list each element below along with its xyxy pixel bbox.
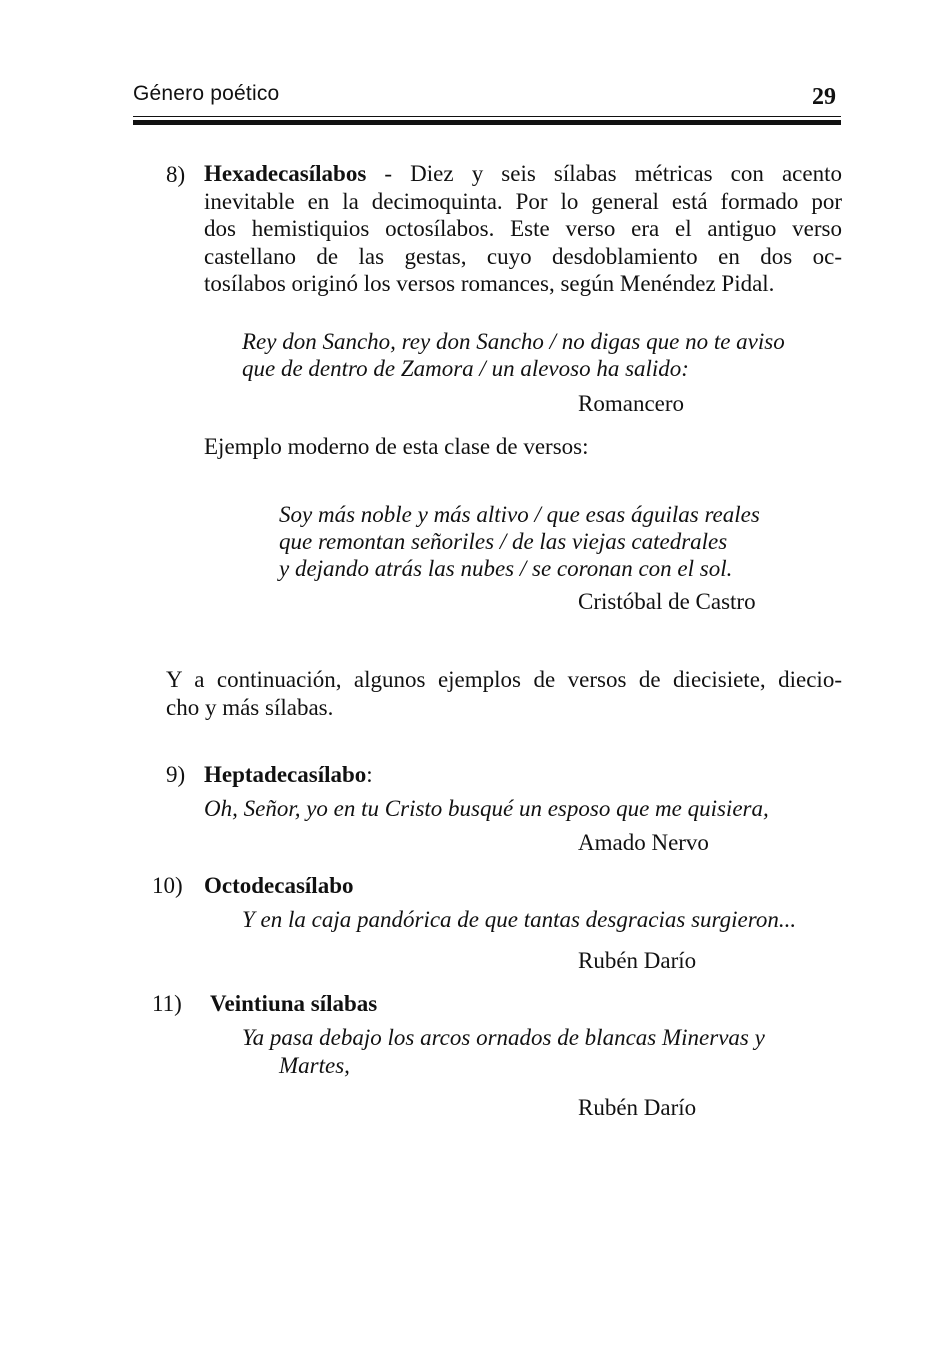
running-header-title: Género poético <box>133 82 280 105</box>
section-8-line-2: inevitable en la decimoquinta. Por lo general está formado por <box>204 188 842 214</box>
section-8-number: 8) <box>166 162 186 187</box>
quote-2-author: Cristóbal de Castro <box>578 589 756 614</box>
section-8-line-5: tosílabos originó los versos romances, según Menéndez Pidal. <box>204 271 775 296</box>
transition-paragraph <box>166 666 842 721</box>
section-8-line-1-text: - Diez y seis sílabas métricas con acento <box>366 161 842 186</box>
header-rule-thick <box>133 120 841 125</box>
section-9-term: Heptadecasílabo <box>204 762 367 787</box>
quote-2-line-3: y dejando atrás las nubes / se coronan con el sol. <box>279 556 733 581</box>
section-9-term-suffix: : <box>366 762 373 787</box>
section-10-author: Rubén Darío <box>578 948 697 973</box>
transition-line-1: Y a continuación, algunos ejemplos de versos de diecisiete, diecio- <box>166 667 842 692</box>
section-8-line-1 <box>204 160 842 188</box>
section-8-line-4: castellano de las gestas, cuyo desdoblamiento en dos oc- <box>204 243 842 269</box>
quote-2-line-1: Soy más noble y más altivo / que esas águilas reales <box>279 502 760 527</box>
quote-2-line-2: que remontan señoriles / de las viejas catedrales <box>279 529 728 554</box>
section-11-verse-line-1: Ya pasa debajo los arcos ornados de blancas Minervas y <box>242 1025 765 1050</box>
section-11-author: Rubén Darío <box>578 1095 697 1120</box>
quote-1-line-2: que de dentro de Zamora / un alevoso ha salido: <box>242 356 689 381</box>
section-11-verse-line-2: Martes, <box>279 1053 350 1078</box>
section-9-verse: Oh, Señor, yo en tu Cristo busqué un esposo que me quisiera, <box>204 796 769 821</box>
section-9-heading <box>204 761 373 788</box>
section-8-quote-2 <box>279 501 760 582</box>
section-8-term: Hexadecasílabos <box>204 161 367 186</box>
header-rule-thin <box>133 116 841 117</box>
section-10-term: Octodecasílabo <box>204 873 354 898</box>
section-11-term: Veintiuna sílabas <box>210 991 378 1016</box>
modern-example-intro: Ejemplo moderno de esta clase de versos: <box>204 434 589 459</box>
page-number: 29 <box>812 84 836 110</box>
section-9-author: Amado Nervo <box>578 830 709 855</box>
section-9-number: 9) <box>166 762 186 787</box>
transition-line-2: cho y más sílabas. <box>166 694 334 720</box>
quote-1-line-1: Rey don Sancho, rey don Sancho / no digas que no te aviso <box>242 329 785 354</box>
section-8-line-3: dos hemistiquios octosílabos. Este verso era el antiguo verso <box>204 216 842 241</box>
quote-1-author: Romancero <box>578 391 685 416</box>
section-8-quote-1 <box>242 328 785 382</box>
section-10-verse: Y en la caja pandórica de que tantas desgracias surgieron... <box>242 907 797 932</box>
section-8-paragraph <box>204 160 842 298</box>
section-10-number: 10) <box>152 873 183 898</box>
section-11-number: 11) <box>152 991 182 1016</box>
